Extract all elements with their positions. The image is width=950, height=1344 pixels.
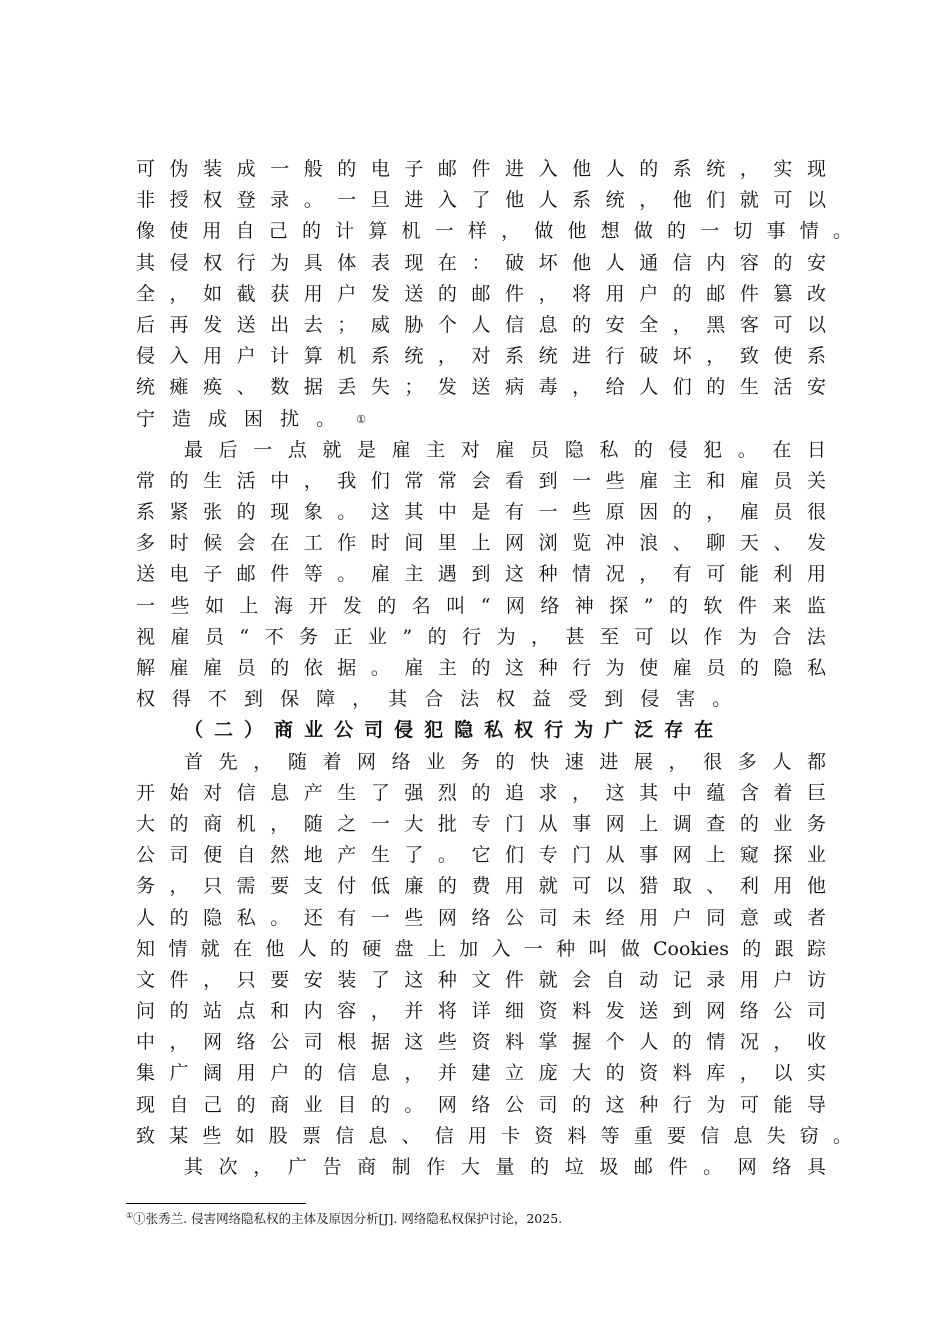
text-line: 侵 入 用 户 计 算 机 系 统 ， 对 系 统 进 行 破 坏 ， 致 使 系 (136, 345, 826, 368)
text-line: 常 的 生 活 中 ， 我 们 常 常 会 看 到 一 些 雇 主 和 雇 员 关 (136, 469, 826, 492)
text-line: 人 的 隐 私 。 还 有 一 些 网 络 公 司 未 经 用 户 同 意 或 者 (136, 906, 826, 929)
text-line: 其 侵 权 行 为 具 体 表 现 在 ： 破 坏 他 人 通 信 内 容 的 安 (136, 251, 826, 274)
text-line: 开 始 对 信 息 产 生 了 强 烈 的 追 求 ， 这 其 中 蕴 含 着 巨 (136, 781, 826, 804)
text-line: 文 件 ， 只 要 安 装 了 这 种 文 件 就 会 自 动 记 录 用 户 访 (136, 968, 826, 991)
text-line: 现 自 己 的 商 业 目 的 。 网 络 公 司 的 这 种 行 为 可 能 导 (136, 1093, 826, 1116)
text-line: 集 广 阔 用 户 的 信 息 ， 并 建 立 庞 大 的 资 料 库 ， 以 实 (136, 1062, 826, 1085)
text-line: 致 某 些 如 股 票 信 息 、 信 用 卡 资 料 等 重 要 信 息 失 窃 。 (136, 1124, 852, 1147)
text-line: 务 ， 只 需 要 支 付 低 廉 的 费 用 就 可 以 猎 取 、 利 用 他 (136, 875, 826, 898)
text-line: 非 授 权 登 录 。 一 旦 进 入 了 他 人 系 统 ， 他 们 就 可 以 (136, 189, 826, 212)
text-line: 首 先 ， 随 着 网 络 业 务 的 快 速 进 展 ， 很 多 人 都 (184, 750, 826, 773)
text-line: 视 雇 员 “ 不 务 正 业 ” 的 行 为 ， 甚 至 可 以 作 为 合 法 (136, 625, 826, 648)
text-line: 大 的 商 机 ， 随 之 一 大 批 专 门 从 事 网 上 调 查 的 业 务 (136, 812, 826, 835)
text-line: 像 使 用 自 己 的 计 算 机 一 样 ， 做 他 想 做 的 一 切 事 情 。 (136, 220, 852, 243)
footnote (126, 1209, 826, 1227)
text-line: 系 紧 张 的 现 象 。 这 其 中 是 有 一 些 原 因 的 ， 雇 员 很 (136, 501, 826, 524)
section-heading: （ 二 ） 商 业 公 司 侵 犯 隐 私 权 行 为 广 泛 存 在 (184, 719, 714, 742)
text-line: 多 时 候 会 在 工 作 时 间 里 上 网 浏 览 冲 浪 、 聊 天 、 发 (136, 532, 826, 555)
text-line: 最 后 一 点 就 是 雇 主 对 雇 员 隐 私 的 侵 犯 。 在 日 (184, 438, 826, 461)
text-line: 可 伪 装 成 一 般 的 电 子 邮 件 进 入 他 人 的 系 统 ， 实 现 (136, 158, 826, 180)
footnote-text: ①张秀兰. 侵害网络隐私权的主体及原因分析[J]. 网络隐私权保护讨论，2025. (133, 1211, 563, 1226)
text-line: 知 情 就 在 他 人 的 硬 盘 上 加 入 一 种 叫 做 Cookies 的 跟 踪 (136, 937, 826, 960)
text-line: 送 电 子 邮 件 等 。 雇 主 遇 到 这 种 情 况 ， 有 可 能 利 用 (136, 563, 826, 586)
text-line: 权 得 不 到 保 障 ， 其 合 法 权 益 受 到 侵 害 。 (136, 688, 732, 711)
footnote-mark: ① (126, 1210, 134, 1220)
footnote-divider (126, 1203, 306, 1204)
body-text (136, 154, 852, 1183)
text-line: 其 次 ， 广 告 商 制 作 大 量 的 垃 圾 邮 件 。 网 络 具 (184, 1156, 826, 1178)
text-line: 全 ， 如 截 获 用 户 发 送 的 邮 件 ， 将 用 户 的 邮 件 篡 改 (136, 282, 826, 305)
text-line: 中 ， 网 络 公 司 根 据 这 些 资 料 掌 握 个 人 的 情 况 ， 收 (136, 1031, 826, 1054)
footnote-reference[interactable]: ① (356, 412, 366, 426)
text-line: 一 些 如 上 海 开 发 的 名 叫 “ 网 络 神 探 ” 的 软 件 来 监 (136, 594, 826, 617)
text-line: 公 司 便 自 然 地 产 生 了 。 它 们 专 门 从 事 网 上 窥 探 业 (136, 844, 826, 867)
text-line: 问 的 站 点 和 内 容 ， 并 将 详 细 资 料 发 送 到 网 络 公 司 (136, 1000, 826, 1023)
text-line: 解 雇 雇 员 的 依 据 。 雇 主 的 这 种 行 为 使 雇 员 的 隐 私 (136, 657, 826, 679)
text-line: 后 再 发 送 出 去 ； 威 胁 个 人 信 息 的 安 全 ， 黑 客 可 以 (136, 313, 826, 336)
text-line-content: 宁 造 成 困 扰 。 (136, 407, 336, 430)
text-line: 统 瘫 痪 、 数 据 丢 失 ； 发 送 病 毒 ， 给 人 们 的 生 活 安 (136, 376, 826, 399)
text-line-last (136, 404, 826, 435)
